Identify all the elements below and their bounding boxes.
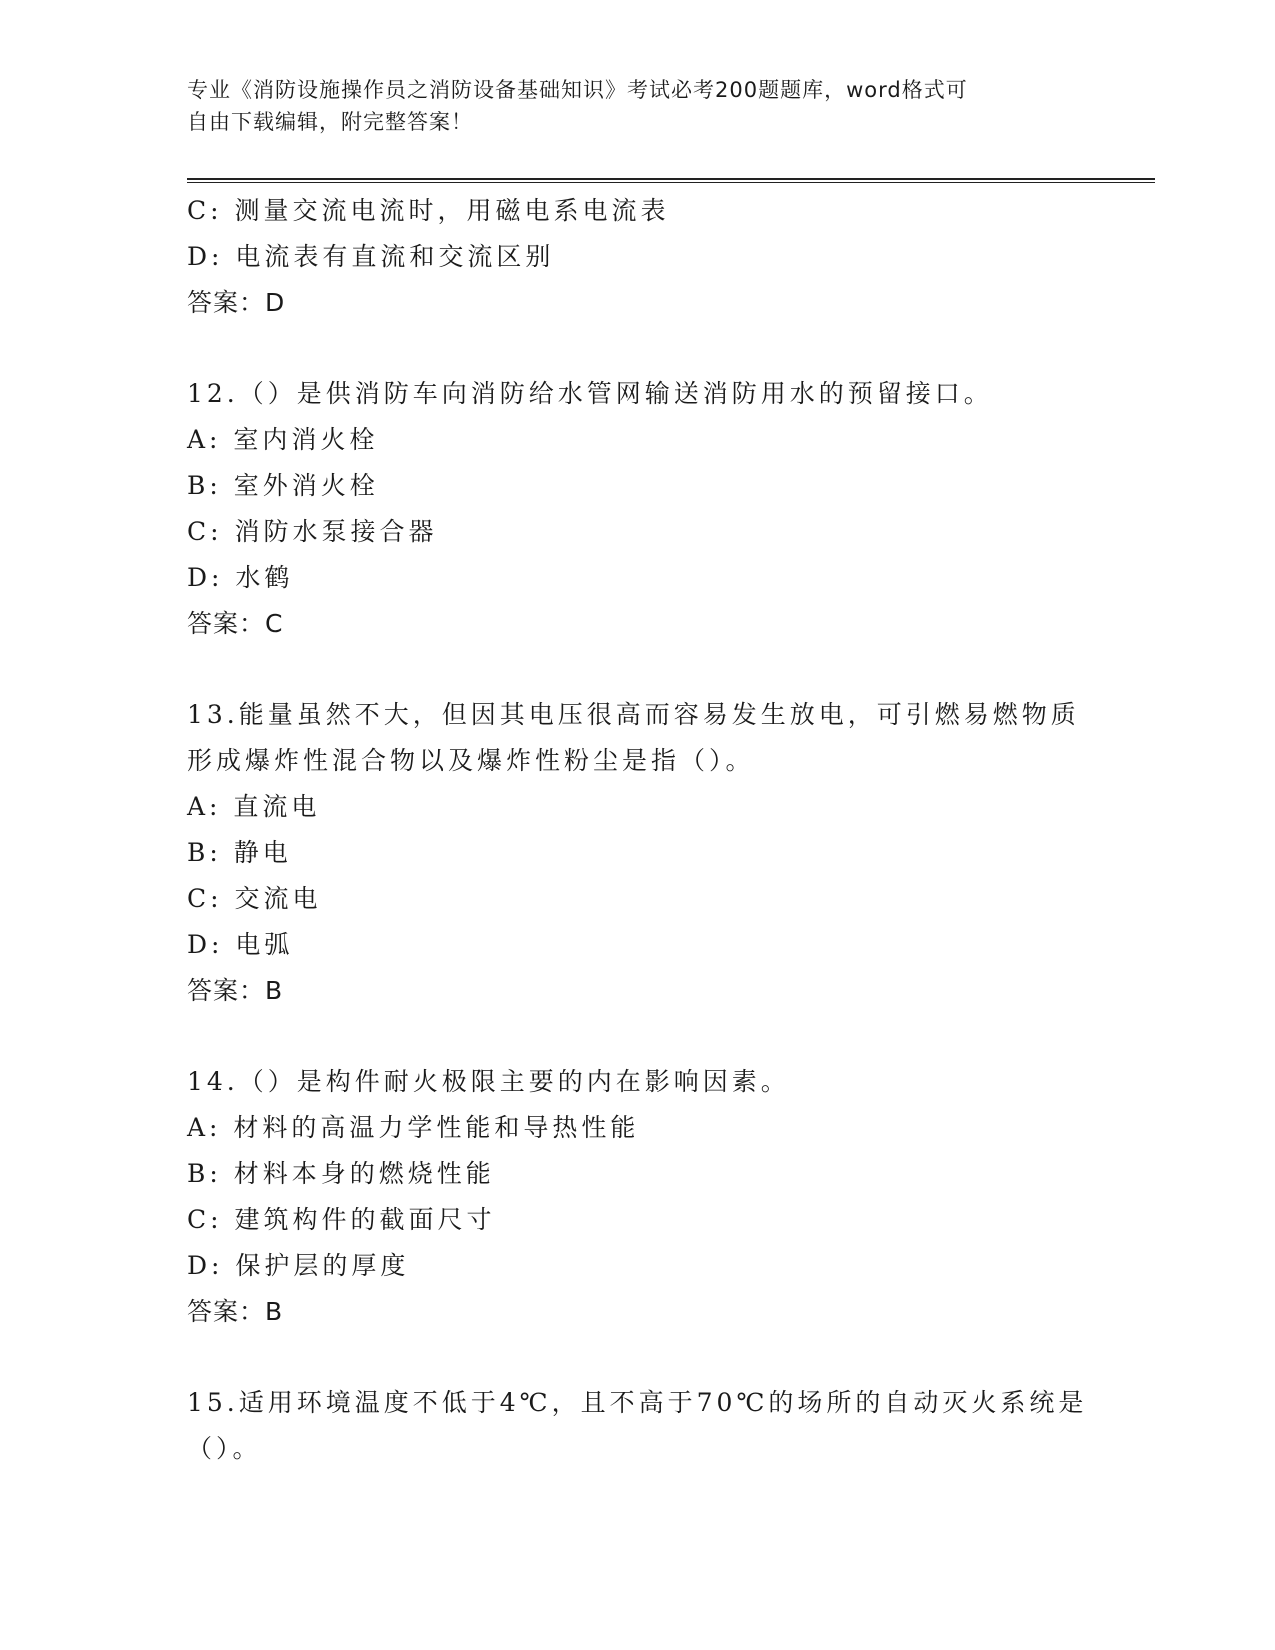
question-stem: 12.（）是供消防车向消防给水管网输送消防用水的预留接口。	[187, 379, 993, 408]
page-header	[187, 74, 1087, 138]
question-stem: 15.适用环境温度不低于4℃，且不高于70℃的场所的自动灭火系统是	[187, 1388, 1088, 1417]
option-c: C: 测量交流电流时，用磁电系电流表	[187, 196, 670, 225]
option-d: D: 保护层的厚度	[187, 1251, 410, 1280]
answer-line: 答案：D	[187, 288, 286, 317]
question-13	[187, 692, 1087, 1014]
question-14	[187, 1059, 1087, 1335]
question-stem-continued: 形成爆炸性混合物以及爆炸性粉尘是指（）。	[187, 746, 755, 775]
answer-line: 答案：B	[187, 976, 284, 1005]
option-b: B: 静电	[187, 838, 292, 867]
answer-line: 答案：B	[187, 1297, 284, 1326]
header-line-2: 自由下载编辑，附完整答案！	[187, 110, 473, 134]
question-content	[187, 188, 1087, 1472]
question-15	[187, 1380, 1087, 1472]
option-b: B: 材料本身的燃烧性能	[187, 1159, 495, 1188]
option-d: D: 水鹤	[187, 563, 294, 592]
option-a: A: 室内消火栓	[187, 425, 379, 454]
option-a: A: 材料的高温力学性能和导热性能	[187, 1113, 640, 1142]
question-stem: 14.（）是构件耐火极限主要的内在影响因素。	[187, 1067, 790, 1096]
option-c: C: 建筑构件的截面尺寸	[187, 1205, 496, 1234]
question-stem-continued: （）。	[187, 1434, 262, 1463]
option-d: D: 电弧	[187, 930, 294, 959]
question-stem: 13.能量虽然不大，但因其电压很高而容易发生放电，可引燃易燃物质	[187, 700, 1080, 729]
option-b: B: 室外消火栓	[187, 471, 379, 500]
answer-line: 答案：C	[187, 609, 284, 638]
option-a: A: 直流电	[187, 792, 321, 821]
header-line-1: 专业《消防设施操作员之消防设备基础知识》考试必考200题题库，word格式可	[187, 78, 968, 102]
option-c: C: 交流电	[187, 884, 322, 913]
question-12	[187, 371, 1087, 647]
option-d: D: 电流表有直流和交流区别	[187, 242, 555, 271]
option-c: C: 消防水泵接合器	[187, 517, 438, 546]
header-divider	[187, 178, 1155, 183]
